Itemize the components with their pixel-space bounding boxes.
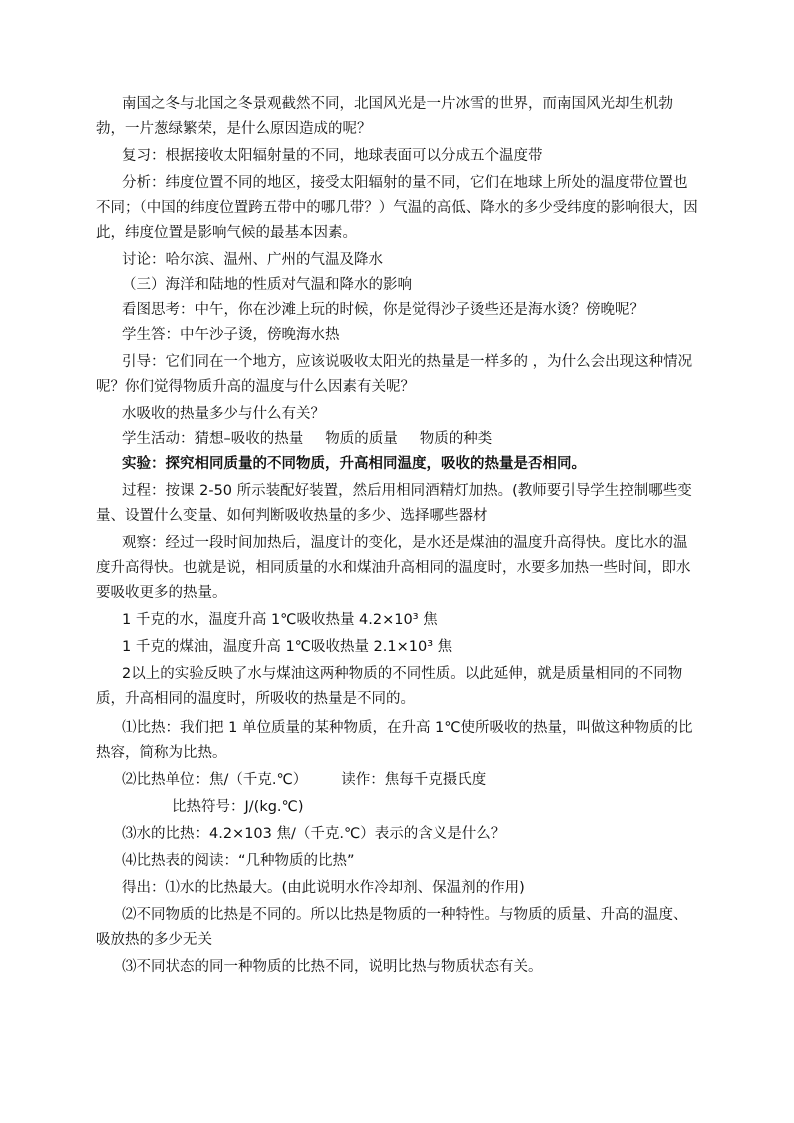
paragraph-conclusion: 2以上的实验反映了水与煤油这两种物质的不同性质。以此延伸，就是质量相同的不同物质，升高相同的温度时，所吸收的热量是不同的。 bbox=[96, 666, 683, 707]
paragraph-question: 水吸收的热量多少与什么有关？ bbox=[122, 406, 325, 422]
section-heading: （三）海洋和陆地的性质对气温和降水的影响 bbox=[122, 277, 412, 293]
unit-reading: 读作：焦每千克摄氏度 bbox=[341, 772, 487, 788]
paragraph-guide: 引导：它们同在一个地方，应该说吸收太阳光的热量是一样多的 ，为什么会出现这种情况呢？你们觉得物质升高的温度与什么因素有关呢？ bbox=[96, 354, 693, 395]
paragraph-table-reading: ⑷比热表的阅读：“几种物质的比热” bbox=[122, 853, 355, 869]
paragraph-process: 过程：按课 2-50 所示装配好装置，然后用相同酒精灯加热。(教师要引导学生控制哪些变量、设置什么变量、如何判断吸收热量的多少、选择哪些器材 bbox=[96, 483, 692, 524]
paragraph-result-1: 得出：⑴水的比热最大。(由此说明水作冷却剂、保温剂的作用) bbox=[122, 880, 525, 896]
activity-guess: 学生活动：猜想–吸收的热量 bbox=[122, 431, 304, 447]
paragraph-think: 看图思考：中午，你在沙滩上玩的时候，你是觉得沙子烫些还是海水烫？傍晚呢？ bbox=[122, 302, 644, 318]
paragraph-review: 复习：根据接收太阳辐射量的不同，地球表面可以分成五个温度带 bbox=[122, 148, 543, 164]
paragraph-experiment: 实验：探究相同质量的不同物质，升高相同温度，吸收的热量是否相同。 bbox=[122, 456, 586, 472]
paragraph-intro: 南国之冬与北国之冬景观截然不同，北国风光是一片冰雪的世界，而南国风光却生机勃勃，一片葱绿繁荣，是什么原因造成的呢？ bbox=[96, 96, 673, 137]
paragraph-water-specific-heat: ⑶水的比热：4.2×103 焦/（千克.℃）表示的含义是什么？ bbox=[122, 826, 506, 842]
paragraph-unit bbox=[96, 768, 698, 793]
paragraph-result-3: ⑶不同状态的同一种物质的比热不同，说明比热与物质状态有关。 bbox=[122, 959, 543, 975]
document-body bbox=[96, 92, 698, 980]
paragraph-observation: 观察：经过一段时间加热后，温度计的变化，是水还是煤油的温度升高得快。度比水的温度升高得快。也就是说，相同质量的水和煤油升高相同的温度时，水要多加热一些时间，即水要吸收更多的热量。 bbox=[96, 535, 691, 601]
paragraph-kerosene-heat: 1 千克的煤油，温度升高 1℃吸收热量 2.1×10³ 焦 bbox=[122, 639, 453, 655]
paragraph-student-answer: 学生答：中午沙子烫，傍晚海水热 bbox=[122, 327, 340, 343]
paragraph-analysis: 分析：纬度位置不同的地区，接受太阳辐射的量不同，它们在地球上所处的温度带位置也不同；（中国的纬度位置跨五带中的哪几带？）气温的高低、降水的多少受纬度的影响很大，因此，纬度位置是影响气候的最基本因素。 bbox=[96, 175, 698, 241]
paragraph-student-activity bbox=[96, 427, 698, 452]
unit-label: ⑵比热单位：焦/（千克.℃） bbox=[122, 772, 308, 788]
paragraph-water-heat: 1 千克的水，温度升高 1℃吸收热量 4.2×10³ 焦 bbox=[122, 612, 438, 628]
paragraph-symbol: 比热符号：J/(kg.℃) bbox=[172, 799, 304, 815]
paragraph-discussion: 讨论：哈尔滨、温州、广州的气温及降水 bbox=[122, 252, 383, 268]
activity-kind: 物质的种类 bbox=[419, 431, 493, 447]
activity-mass: 物质的质量 bbox=[325, 431, 398, 447]
paragraph-result-2: ⑵不同物质的比热是不同的。所以比热是物质的一种特性。与物质的质量、升高的温度、吸放热的多少无关 bbox=[96, 907, 688, 948]
paragraph-definition: ⑴比热：我们把 1 单位质量的某种物质，在升高 1℃使所吸收的热量，叫做这种物质的比热容，简称为比热。 bbox=[96, 720, 693, 761]
